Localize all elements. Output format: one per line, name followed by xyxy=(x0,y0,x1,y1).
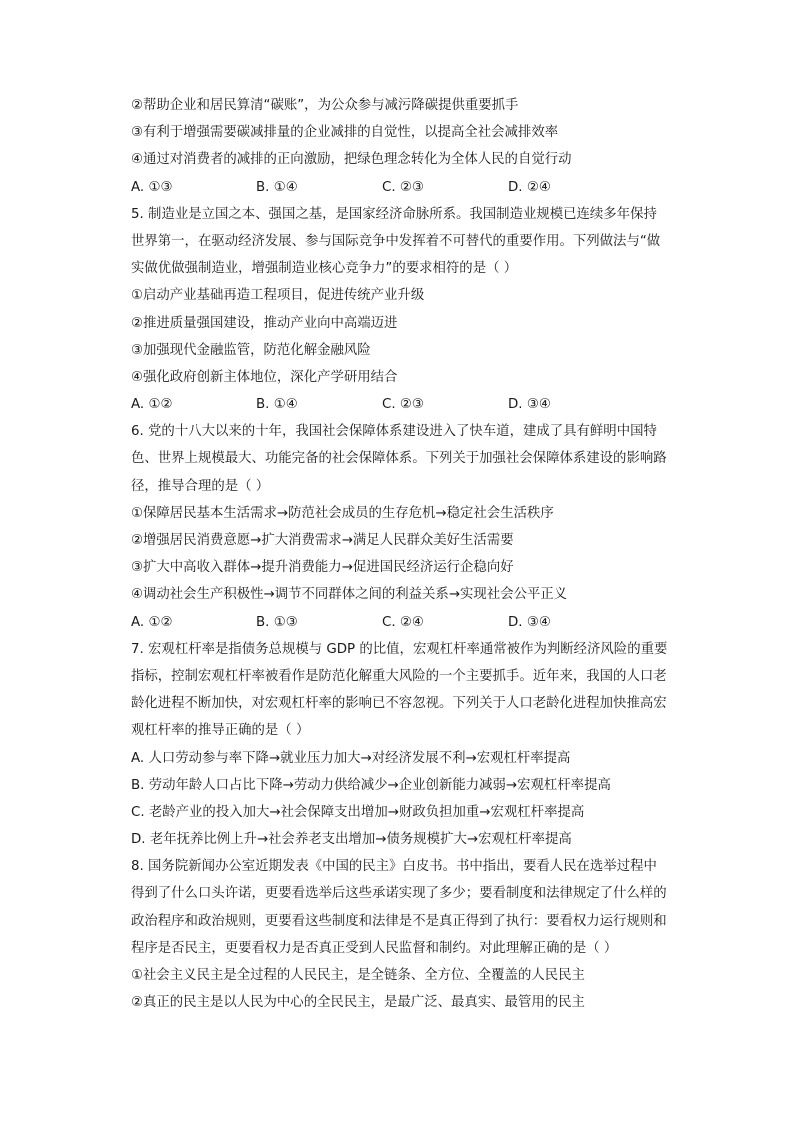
option-line: ①启动产业基础再造工程项目，促进传统产业升级 xyxy=(131,288,425,304)
question-6 xyxy=(131,418,697,636)
option-d: D. 老年抚养比例上升→社会养老支出增加→债务规模扩大→宏观杠杆率提高 xyxy=(131,832,572,848)
choice-b: B. ①④ xyxy=(256,179,298,195)
question-stem-line: 得到了什么口头许诺，更要看选举后这些承诺实现了多少；要看制度和法律规定了什么样的 xyxy=(131,886,667,902)
option-line: ④通过对消费者的减排的正向激励，把绿色理念转化为全体人民的自觉行动 xyxy=(131,152,572,168)
option-c: C. 老龄产业的投入加大→社会保障支出增加→财政负担加重→宏观杠杆率提高 xyxy=(131,804,585,820)
question-stem-line: 龄化进程不断加快，对宏观杠杆率的影响已不容忽视。下列关于人口老龄化进程加快推高宏 xyxy=(131,696,667,712)
question-7 xyxy=(131,636,697,854)
question-4-continued xyxy=(131,92,697,201)
option-line: ②增强居民消费意愿→扩大消费需求→满足人民群众美好生活需要 xyxy=(131,533,514,548)
option-line: ③扩大中高收入群体→提升消费能力→促进国民经济运行企稳向好 xyxy=(131,560,514,576)
option-line: ④强化政府创新主体地位，深化产学研用结合 xyxy=(131,369,398,385)
option-line: ④调动社会生产积极性→调节不同群体之间的利益关系→实现社会公平正义 xyxy=(131,587,568,603)
question-stem-line: 指标，控制宏观杠杆率被看作是防范化解重大风险的一个主要抓手。近年来，我国的人口老 xyxy=(131,668,667,684)
choice-c: C. ②④ xyxy=(382,614,424,630)
question-5 xyxy=(131,201,697,419)
question-stem-line: 7. 宏观杠杆率是指债务总规模与 GDP 的比值，宏观杠杆率通常被作为判断经济风险的重要 xyxy=(131,641,668,657)
question-stem-line: 实做优做强制造业，增强制造业核心竞争力”的要求相符的是（ ） xyxy=(131,261,518,277)
question-stem-line: 色、世界上规模最大、功能完备的社会保障体系。下列关于加强社会保障体系建设的影响路 xyxy=(131,451,667,467)
question-8 xyxy=(131,853,697,1016)
option-line: ①社会主义民主是全过程的人民民主，是全链条、全方位、全覆盖的人民民主 xyxy=(131,968,585,983)
option-b: B. 劳动年龄人口占比下降→劳动力供给减少→企业创新能力减弱→宏观杠杆率提高 xyxy=(131,777,611,793)
choice-c: C. ②③ xyxy=(382,397,424,413)
page-content xyxy=(131,92,697,1016)
choice-b: B. ①④ xyxy=(256,397,298,413)
question-stem-line: 程序是否民主，更要看权力是否真正受到人民监督和制约。对此理解正确的是（ ） xyxy=(131,940,618,956)
question-stem-line: 政治程序和政治规则，更要看这些制度和法律是不是真正得到了执行：要看权力运行规则和 xyxy=(131,913,667,929)
choice-d: D. ②④ xyxy=(508,179,551,195)
option-line: ②推进质量强国建设，推动产业向中高端迈进 xyxy=(131,315,398,331)
option-line: ①保障居民基本生活需求→防范社会成员的生存危机→稳定社会生活秩序 xyxy=(131,505,554,521)
choice-a: A. ①③ xyxy=(131,179,173,195)
choice-d: D. ③④ xyxy=(508,614,551,630)
option-line: ②真正的民主是以人民为中心的全民民主，是最广泛、最真实、最管用的民主 xyxy=(131,995,585,1011)
question-stem-line: 世界第一，在驱动经济发展、参与国际竞争中发挥着不可替代的重要作用。下列做法与“做 xyxy=(131,233,661,249)
question-stem-line: 6. 党的十八大以来的十年，我国社会保障体系建设进入了快车道，建成了具有鲜明中国特 xyxy=(131,424,657,440)
question-stem-line: 8. 国务院新闻办公室近期发表《中国的民主》白皮书。书中指出，要看人民在选举过程中 xyxy=(131,859,657,875)
choice-c: C. ②③ xyxy=(382,179,424,195)
option-line: ②帮助企业和居民算清“碳账”，为公众参与减污降碳提供重要抓手 xyxy=(131,98,519,113)
choice-d: D. ③④ xyxy=(508,397,551,413)
question-stem-line: 观杠杆率的推导正确的是（ ） xyxy=(131,723,310,739)
answer-choices xyxy=(131,391,697,418)
question-stem-line: 5. 制造业是立国之本、强国之基，是国家经济命脉所系。我国制造业规模已连续多年保持 xyxy=(131,206,657,222)
option-line: ③加强现代金融监管，防范化解金融风险 xyxy=(131,342,371,358)
option-line: ③有利于增强需要碳减排量的企业减排的自觉性，以提高全社会减排效率 xyxy=(131,125,559,141)
choice-b: B. ①③ xyxy=(256,614,298,630)
choice-a: A. ①② xyxy=(131,397,173,413)
question-stem-line: 径，推导合理的是（ ） xyxy=(131,478,270,494)
choice-a: A. ①② xyxy=(131,614,173,630)
answer-choices xyxy=(131,609,697,636)
option-a: A. 人口劳动参与率下降→就业压力加大→对经济发展不利→宏观杠杆率提高 xyxy=(131,750,571,766)
answer-choices xyxy=(131,174,697,201)
